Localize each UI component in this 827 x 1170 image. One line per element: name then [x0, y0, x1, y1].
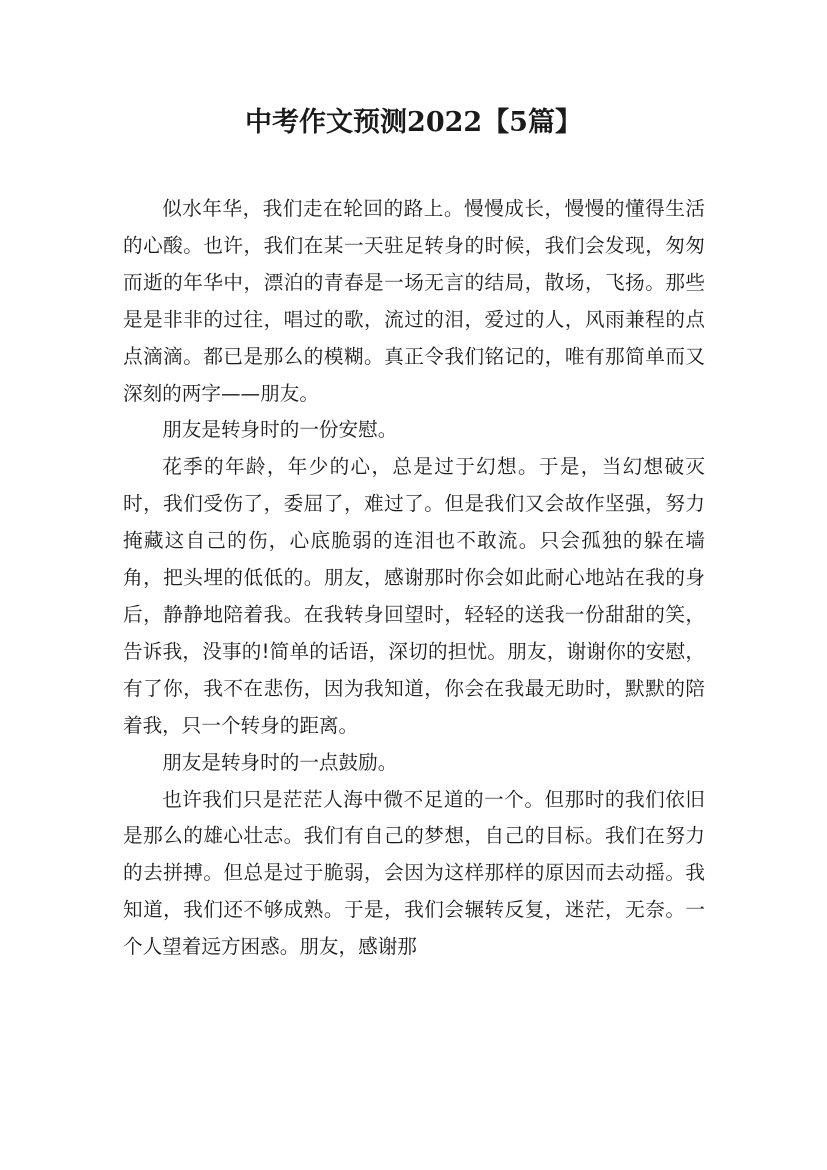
document-title: 中考作文预测2022【5篇】: [245, 107, 582, 138]
paragraph-2: 朋友是转身时的一份安慰。: [162, 418, 398, 442]
paragraph-4: 朋友是转身时的一点鼓励。: [162, 750, 398, 774]
paragraph-5: 也许我们只是茫茫人海中微不足道的一个。但那时的我们依旧是那么的雄心壮志。我们有自己的梦想，自己的目标。我们在努力的去拼搏。但总是过于脆弱，会因为这样那样的原因而去动摇。我知道，我们还不够成熟。于是，我们会辗转反复，迷茫，无奈。一个人望着远方困惑。朋友，感谢那: [123, 787, 705, 959]
paragraph-1: 似水年华，我们走在轮回的路上。慢慢成长，慢慢的懂得生活的心酸。也许，我们在某一天驻足转身的时候，我们会发现，匆匆而逝的年华中，漂泊的青春是一场无言的结局，散场，飞扬。那些是是非非的过往，唱过的歌，流过的泪，爱过的人，风雨兼程的点点滴滴。都已是那么的模糊。真正令我们铭记的，唯有那简单而又深刻的两字——朋友。: [123, 197, 705, 405]
paragraph-3: 花季的年龄，年少的心，总是过于幻想。于是，当幻想破灭时，我们受伤了，委屈了，难过了。但是我们又会故作坚强，努力掩藏这自己的伤，心底脆弱的连泪也不敢流。只会孤独的躲在墙角，把头埋的低低的。朋友，感谢那时你会如此耐心地站在我的身后，静静地陪着我。在我转身回望时，轻轻的送我一份甜甜的笑，告诉我，没事的!简单的话语，深切的担忧。朋友，谢谢你的安慰，有了你，我不在悲伤，因为我知道，你会在我最无助时，默默的陪着我，只一个转身的距离。: [123, 455, 705, 737]
document-body: [123, 191, 705, 966]
